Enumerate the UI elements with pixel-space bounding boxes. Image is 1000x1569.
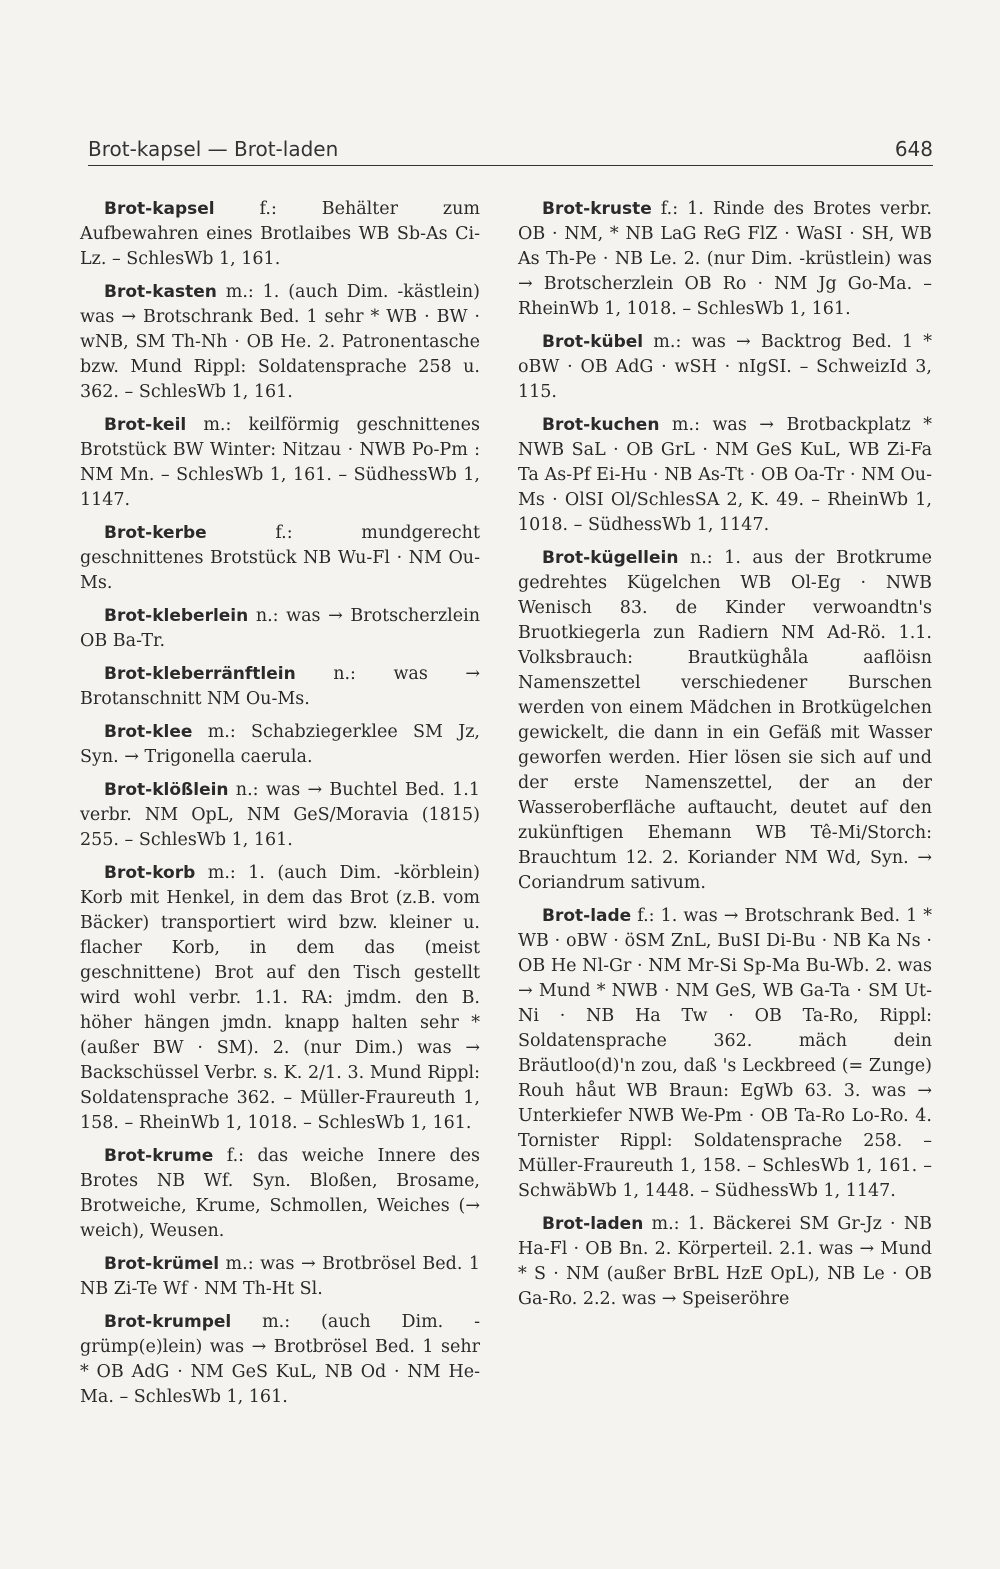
entry-lemma: Brot-kasten <box>104 282 217 302</box>
dictionary-entry <box>80 413 480 513</box>
header-title: Brot-kapsel — Brot-laden <box>88 137 339 161</box>
dictionary-entry <box>80 778 480 853</box>
dictionary-entry <box>518 1212 932 1312</box>
left-column <box>80 197 480 1418</box>
entry-lemma: Brot-lade <box>542 906 632 926</box>
entry-lemma: Brot-krümel <box>104 1254 220 1274</box>
entry-lemma: Brot-klee <box>104 722 193 742</box>
dictionary-entry <box>518 904 932 1204</box>
page-number: 648 <box>894 137 933 161</box>
dictionary-entry <box>80 280 480 405</box>
entry-lemma: Brot-kuchen <box>542 415 660 435</box>
dictionary-entry <box>518 330 932 405</box>
entry-lemma: Brot-keil <box>104 415 187 435</box>
entry-definition: m.: was → Brotbackplatz * NWB SaL · OB GrL · NM GeS KuL, WB Zi-Fa Ta As-Pf Ei-Hu · NB As-Tt · OB Oa-Tr · NM Ou-Ms · OlSI Ol/SchlesSA 2, K. 49. – RheinWb 1, 1018. – SüdhessWb 1, 1147. <box>518 415 932 535</box>
entry-definition: n.: 1. aus der Brotkrume gedrehtes Kügelchen WB Ol-Eg · NWB Wenisch 83. de Kinder verwoandtn's Bruotkiegerla zun Radiern NM Ad-Rö. 1.1. Volksbrauch: Brautküghåla aaflöisn Namenszettel verschiedener Burschen werden von einem Mädchen in Brotkügelchen gewickelt, die dann in ein Gefäß mit Wasser geworfen werden. Hier lösen sie sich auf und der erste Namenszettel, der an der Wasseroberfläche auftaucht, deutet auf den zukünftigen Ehemann WB Tê-Mi/Storch: Brauchtum 12. 2. Koriander NM Wd, Syn. → Coriandrum sativum. <box>518 548 932 893</box>
entry-lemma: Brot-kapsel <box>104 199 215 219</box>
entry-lemma: Brot-krume <box>104 1146 214 1166</box>
entry-definition: m.: was → Brotbrösel Bed. 1 NB Zi-Te Wf · NM Th-Ht Sl. <box>80 1254 480 1299</box>
entry-definition: m.: 1. (auch Dim. -körblein) Korb mit Henkel, in dem das Brot (z.B. vom Bäcker) transportiert wird bzw. kleiner u. flacher Korb, in dem das (meist geschnittene) Brot auf den Tisch gestellt wird wohl verbr. 1.1. RA: jmdm. den B. höher hängen jmdn. knapp halten sehr * (außer BW · SM). 2. (nur Dim.) was → Backschüssel Verbr. s. K. 2/1. 3. Mund Rippl: Soldatensprache 362. – Müller-Fraureuth 1, 158. – RheinWb 1, 1018. – SchlesWb 1, 161. <box>80 863 480 1133</box>
entry-lemma: Brot-klößlein <box>104 780 229 800</box>
entry-definition: f.: 1. was → Brotschrank Bed. 1 * WB · oBW · öSM ZnL, BuSI Di-Bu · NB Ka Ns · OB He Nl-Gr · NM Mr-Si Sp-Ma Bu-Wb. 2. was → Mund * NWB · NM GeS, WB Ga-Ta · SM Ut-Ni · NB Ha Tw · OB Ta-Ro, Rippl: Soldatensprache 362. mäch dein Bräutloo(d)'n zou, daß 's Leckbreed (= Zunge) Rouh håut WB Braun: EgWb 63. 3. was → Unterkiefer NWB We-Pm · OB Ta-Ro Lo-Ro. 4. Tornister Rippl: Soldatensprache 258. – Müller-Fraureuth 1, 158. – SchlesWb 1, 161. – SchwäbWb 1, 1448. – SüdhessWb 1, 1147. <box>518 906 932 1201</box>
header-rule <box>88 165 933 166</box>
entry-definition: m.: Schabziegerklee SM Jz, Syn. → Trigonella caerula. <box>80 722 480 767</box>
entry-definition: m.: keilförmig geschnittenes Brotstück BW Winter: Nitzau · NWB Po-Pm : NM Mn. – SchlesWb 1, 161. – SüdhessWb 1, 1147. <box>80 415 480 510</box>
entry-lemma: Brot-kleberränftlein <box>104 664 296 684</box>
entry-lemma: Brot-laden <box>542 1214 644 1234</box>
dictionary-entry <box>80 861 480 1136</box>
dictionary-entry <box>80 604 480 654</box>
entry-definition: n.: was → Brotanschnitt NM Ou-Ms. <box>80 664 480 709</box>
entry-definition: m.: was → Backtrog Bed. 1 * oBW · OB AdG · wSH · nIgSI. – SchweizId 3, 115. <box>518 332 932 402</box>
entry-lemma: Brot-kleberlein <box>104 606 249 626</box>
dictionary-entry <box>518 546 932 896</box>
entry-definition: f.: 1. Rinde des Brotes verbr. OB · NM, * NB LaG ReG FlZ · WaSI · SH, WB As Th-Pe · NB Le. 2. (nur Dim. -krüstlein) was → Brotscherzlein OB Ro · NM Jg Go-Ma. – RheinWb 1, 1018. – SchlesWb 1, 161. <box>518 199 932 319</box>
dictionary-entry <box>80 1144 480 1244</box>
entry-definition: f.: Behälter zum Aufbewahren eines Brotlaibes WB Sb-As Ci-Lz. – SchlesWb 1, 161. <box>80 199 480 269</box>
entry-lemma: Brot-korb <box>104 863 196 883</box>
entry-definition: m.: 1. (auch Dim. -kästlein) was → Brotschrank Bed. 1 sehr * WB · BW · wNB, SM Th-Nh · OB He. 2. Patronentasche bzw. Mund Rippl: Soldatensprache 258 u. 362. – SchlesWb 1, 161. <box>80 282 480 402</box>
entry-lemma: Brot-kerbe <box>104 523 207 543</box>
dictionary-entry <box>518 413 932 538</box>
entry-definition: m.: 1. Bäckerei SM Gr-Jz · NB Ha-Fl · OB Bn. 2. Körperteil. 2.1. was → Mund * S · NM (außer BrBL HzE OpL), NB Le · OB Ga-Ro. 2.2. was → Speiseröhre <box>518 1214 932 1309</box>
entry-lemma: Brot-kruste <box>542 199 652 219</box>
right-column <box>518 197 932 1320</box>
dictionary-entry <box>80 720 480 770</box>
entry-lemma: Brot-krumpel <box>104 1312 232 1332</box>
dictionary-entry <box>80 521 480 596</box>
dictionary-entry <box>80 1310 480 1410</box>
dictionary-entry <box>80 662 480 712</box>
dictionary-entry <box>80 197 480 272</box>
running-header <box>88 137 933 161</box>
entry-definition: m.: (auch Dim. -grümp(e)lein) was → Brotbrösel Bed. 1 sehr * OB AdG · NM GeS KuL, NB Od · NM He-Ma. – SchlesWb 1, 161. <box>80 1312 480 1407</box>
entry-definition: n.: was → Brotscherzlein OB Ba-Tr. <box>80 606 480 651</box>
entry-lemma: Brot-kübel <box>542 332 644 352</box>
dictionary-entry <box>518 197 932 322</box>
entry-lemma: Brot-kügellein <box>542 548 679 568</box>
entry-definition: f.: mundgerecht geschnittenes Brotstück NB Wu-Fl · NM Ou-Ms. <box>80 523 480 593</box>
entry-definition: f.: das weiche Innere des Brotes NB Wf. Syn. Bloßen, Brosame, Brotweiche, Krume, Schmollen, Weiches (→ weich), Weusen. <box>80 1146 480 1241</box>
entry-definition: n.: was → Buchtel Bed. 1.1 verbr. NM OpL, NM GeS/Moravia (1815) 255. – SchlesWb 1, 161. <box>80 780 480 850</box>
dictionary-entry <box>80 1252 480 1302</box>
